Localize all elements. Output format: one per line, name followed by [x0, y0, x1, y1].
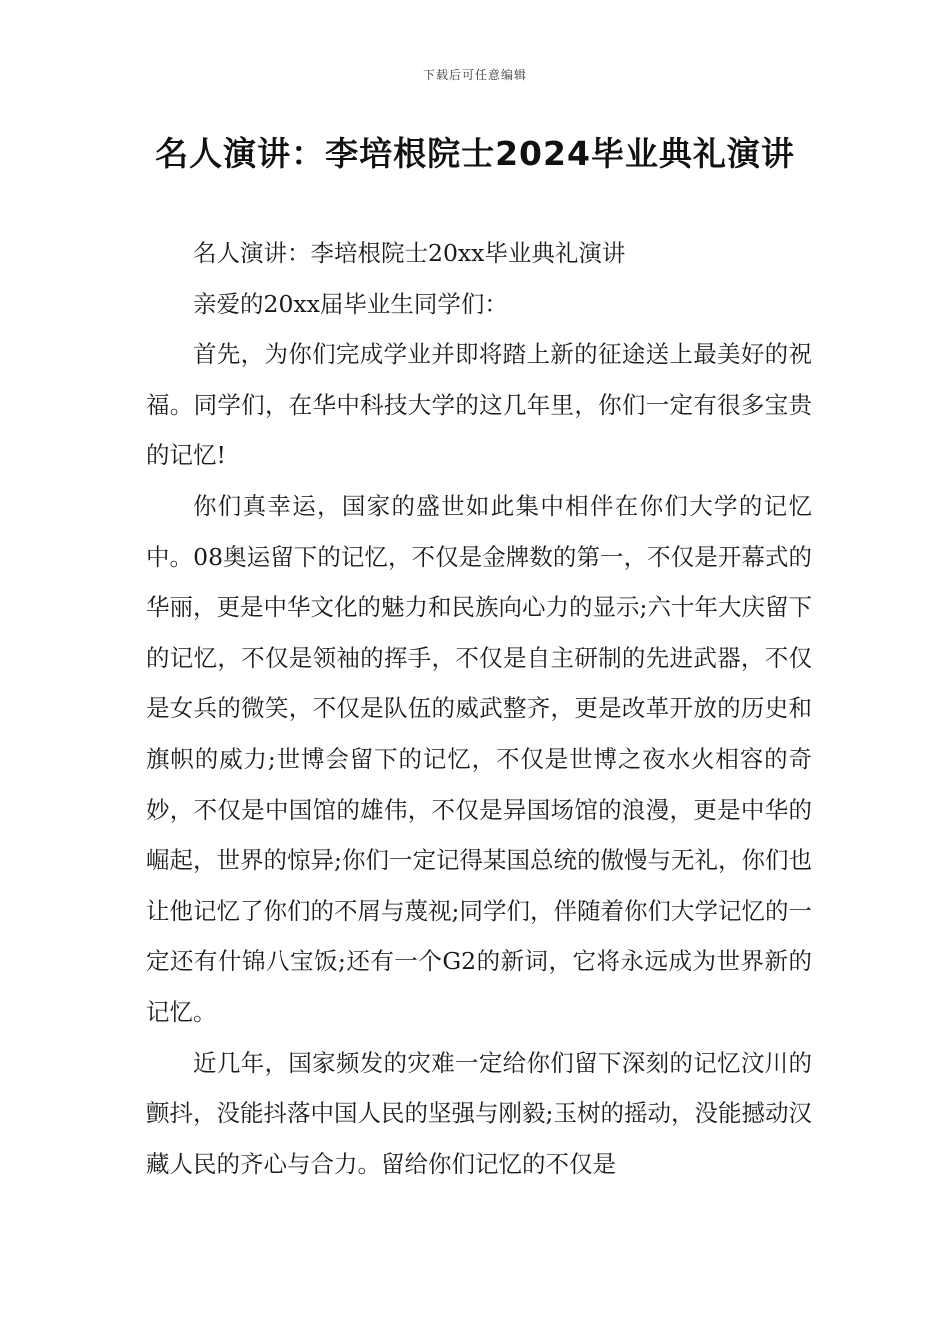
paragraph-subtitle: 名人演讲：李培根院士20xx毕业典礼演讲	[193, 239, 626, 267]
document-title: 名人演讲：李培根院士2024毕业典礼演讲	[155, 134, 795, 173]
paragraph: 首先，为你们完成学业并即将踏上新的征途送上最美好的祝福。同学们，在华中科技大学的这几年里，你们一定有很多宝贵的记忆!	[146, 340, 812, 470]
paragraph: 近几年，国家频发的灾难一定给你们留下深刻的记忆汶川的颤抖，没能抖落中国人民的坚强与刚毅;玉树的摇动，没能撼动汉藏人民的齐心与合力。留给你们记忆的不仅是	[146, 1048, 812, 1178]
header-note: 下载后可任意编辑	[422, 68, 527, 82]
paragraph: 你们真幸运，国家的盛世如此集中相伴在你们大学的记忆中。08奥运留下的记忆，不仅是金牌数的第一，不仅是开幕式的华丽，更是中华文化的魅力和民族向心力的显示;六十年大庆留下的记忆，不仅是领袖的挥手，不仅是自主研制的先进武器，不仅是女兵的微笑，不仅是队伍的威武整齐，更是改革开放的历史和旗帜的威力;世博会留下的记忆，不仅是世博之夜水火相容的奇妙，不仅是中国馆的雄伟，不仅是异国场馆的浪漫，更是中华的崛起，世界的惊异;你们一定记得某国总统的傲慢与无礼，你们也让他记忆了你们的不屑与蔑视;同学们，伴随着你们大学记忆的一定还有什锦八宝饭;还有一个G2的新词，它将永远成为世界新的记忆。	[146, 491, 812, 1026]
document-body	[146, 228, 812, 1189]
paragraph-greeting: 亲爱的20xx届毕业生同学们：	[193, 289, 508, 318]
